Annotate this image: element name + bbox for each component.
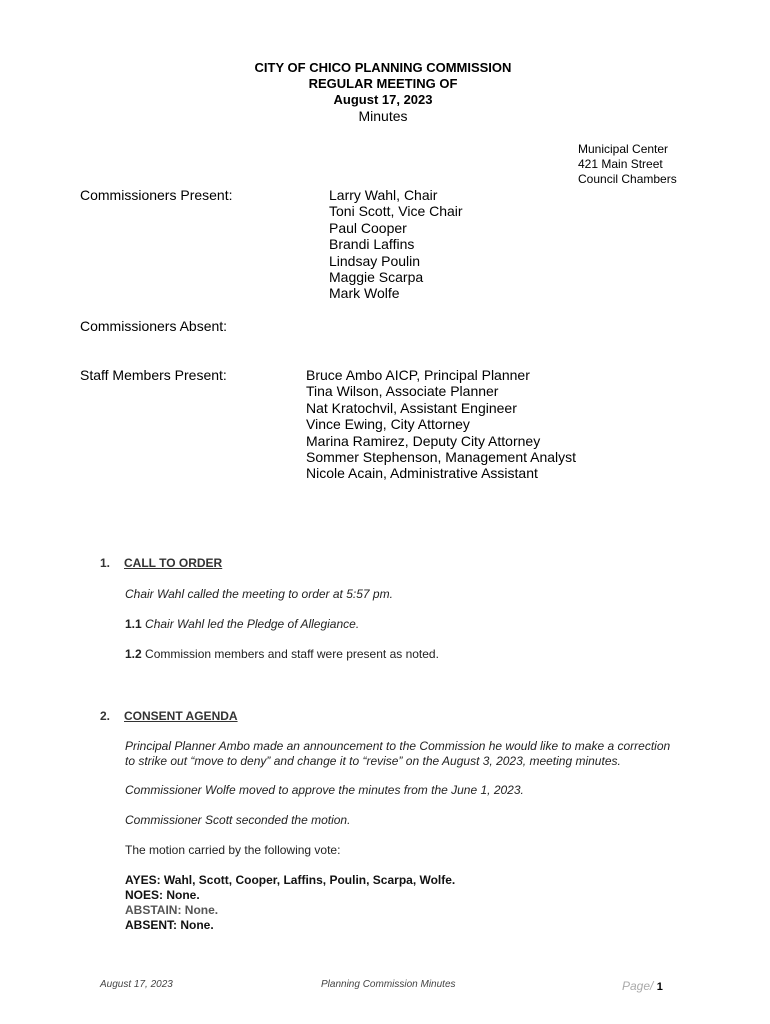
item-1-2: [125, 647, 439, 662]
commissioners-present-label: Commissioners Present:: [80, 187, 233, 203]
list-item: Larry Wahl, Chair: [329, 187, 438, 203]
staff-present-list: [306, 367, 576, 482]
list-item: Marina Ramirez, Deputy City Attorney: [306, 432, 541, 449]
section-1-heading: [100, 556, 222, 570]
list-item: Mark Wolfe: [329, 285, 400, 302]
section-number: 1.: [100, 556, 111, 570]
list-item: Nicole Acain, Administrative Assistant: [306, 465, 538, 482]
vote-abstain: ABSTAIN: None.: [125, 903, 219, 917]
header-line-4: Minutes: [358, 108, 408, 124]
vote-absent-value: None.: [180, 918, 214, 932]
page-number: 1: [656, 981, 663, 993]
list-item: Lindsay Poulin: [329, 252, 421, 269]
list-item: Brandi Laffins: [329, 236, 415, 253]
list-item: Tina Wilson, Associate Planner: [306, 383, 499, 400]
call-to-order-text: Chair Wahl called the meeting to order at 5:57 pm.: [125, 587, 393, 601]
commissioners-present-list: [329, 187, 463, 302]
list-item: Maggie Scarpa: [329, 269, 424, 286]
item-text: Chair Wahl led the Pledge of Allegiance.: [145, 617, 360, 631]
footer-date: August 17, 2023: [100, 979, 173, 990]
page-label: Page/: [622, 979, 654, 993]
announcement-paragraph: [125, 739, 670, 769]
vote-noes: NOES: None.: [125, 888, 200, 902]
section-title: CONSENT AGENDA: [124, 709, 238, 723]
motion-text: Commissioner Wolfe moved to approve the minutes from the June 1, 2023.: [125, 783, 524, 797]
location-line: Municipal Center: [578, 142, 669, 156]
item-text: Commission members and staff were present as noted.: [145, 647, 439, 661]
list-item: Paul Cooper: [329, 219, 407, 236]
list-item: Bruce Ambo AICP, Principal Planner: [306, 367, 530, 383]
location-line: 421 Main Street: [578, 157, 663, 171]
staff-present-label: Staff Members Present:: [80, 367, 227, 383]
second-text: Commissioner Scott seconded the motion.: [125, 813, 351, 827]
location-block: [578, 142, 677, 187]
vote-results: [125, 873, 455, 933]
list-item: Toni Scott, Vice Chair: [329, 203, 463, 220]
announcement-line: to strike out “move to deny” and change it to “revise” on the August 3, 2023, meeting minutes.: [125, 754, 621, 768]
header-line-2: REGULAR MEETING OF: [308, 76, 458, 91]
vote-absent-label: ABSENT:: [125, 918, 178, 932]
vote-intro-text: The motion carried by the following vote:: [125, 843, 341, 857]
list-item: Nat Kratochvil, Assistant Engineer: [306, 399, 517, 416]
footer-title: Planning Commission Minutes: [321, 979, 456, 990]
item-1-1: [125, 617, 359, 632]
document-header: [0, 60, 766, 124]
vote-absent: [125, 918, 455, 933]
location-line: Council Chambers: [578, 172, 677, 186]
section-title: CALL TO ORDER: [124, 556, 223, 570]
section-2-heading: [100, 709, 238, 723]
item-number: 1.1: [125, 617, 142, 631]
commissioners-absent-label: Commissioners Absent:: [80, 318, 228, 334]
section-number: 2.: [100, 709, 111, 723]
vote-ayes: AYES: Wahl, Scott, Cooper, Laffins, Poulin, Scarpa, Wolfe.: [125, 873, 456, 887]
header-line-3: August 17, 2023: [333, 92, 433, 107]
list-item: Vince Ewing, City Attorney: [306, 416, 470, 433]
announcement-line: Principal Planner Ambo made an announcement to the Commission he would like to make a correction: [125, 739, 671, 753]
list-item: Sommer Stephenson, Management Analyst: [306, 449, 577, 466]
footer-page-number: [622, 979, 663, 993]
item-number: 1.2: [125, 647, 142, 661]
header-line-1: CITY OF CHICO PLANNING COMMISSION: [254, 60, 512, 75]
